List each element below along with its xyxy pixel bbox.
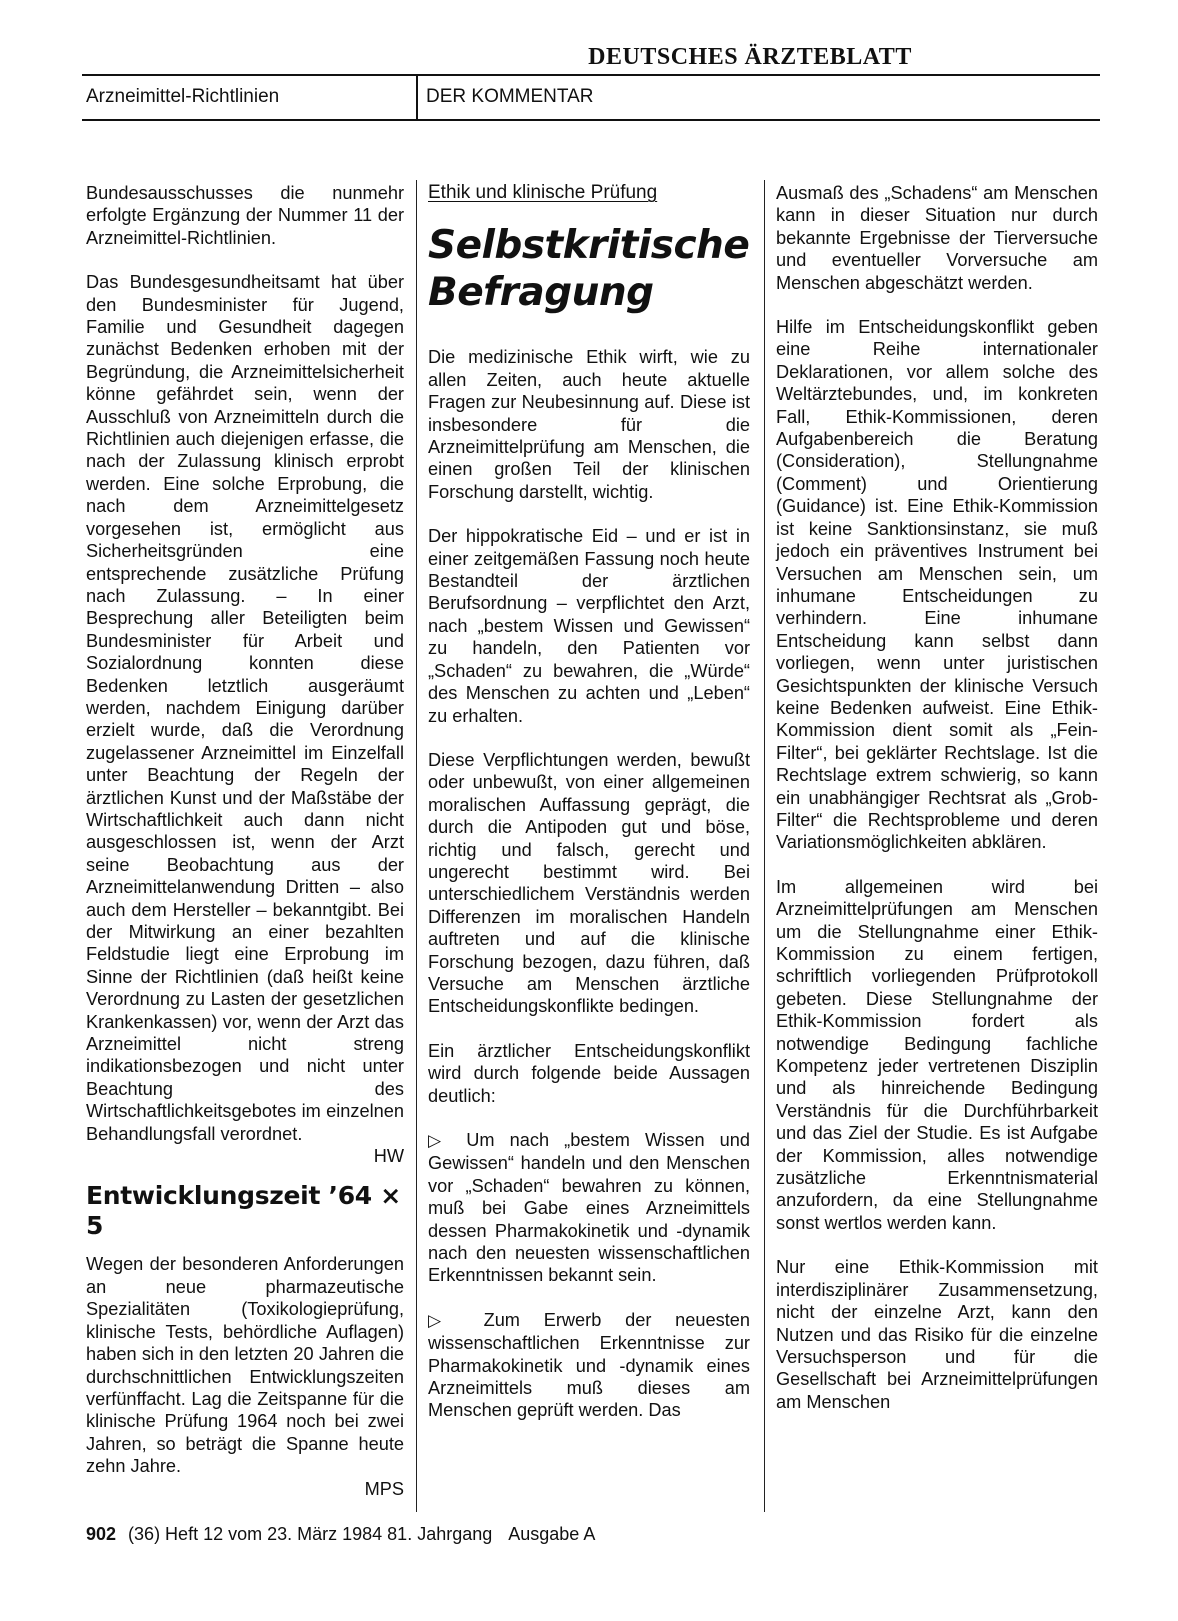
column-2 [428,182,750,1444]
header-divider [416,76,418,120]
masthead: DEUTSCHES ÄRZTEBLATT [588,44,912,70]
column-3 [776,182,1098,1435]
page-number: 902 [86,1524,117,1544]
bullet-paragraph: ▷ Um nach „bestem Wissen und Gewissen“ handeln und den Menschen vor „Schaden“ bewahren zu können, muß bei Gabe eines Arzneimittels dessen Pharmakokinetik und -dynamik nach den neuesten wissenschaftlichen Erkenntnissen bekannt sein. [428,1130,751,1286]
paragraph: Im allgemeinen wird bei Arzneimittelprüfungen am Menschen um die Stellungnahme einer Ethik-Kommission zu einem fertigen, schriftlich vorliegenden Prüfprotokoll gebeten. Diese Stellungnahme der Ethik-Kommission fordert als notwendige Bedingung fachliche Kompetenz jeder vertretenen Disziplin und als hinreichende Bedingung Verständnis für die Durchführbarkeit und das Ziel der Studie. Es ist Aufgabe der Kommission, alles notwendige zusätzliche Erkenntnismaterial anzufordern, da eine Stellungnahme sonst wertlos werden kann. [776,876,1098,1233]
triangle-bullet-icon: ▷ [428,1310,460,1330]
paragraph: Diese Verpflichtungen werden, bewußt oder unbewußt, von einer allgemeinen moralischen Auffassung geprägt, die durch die Antipoden gut und böse, richtig und falsch, gerecht und ungerecht bestimmt wird. Bei unterschiedlichem Verständnis werden Differenzen im moralischen Handeln auftreten und auf die klinische Forschung bezogen, dazu führen, daß Versuche am Menschen ärztliche Entscheidungskonflikte bedingen. [428,749,750,1017]
article-headline: Selbstkritische Befragung [428,223,750,316]
paragraph: Ein ärztlicher Entscheidungskonflikt wird durch folgende beide Aussagen deutlich: [428,1040,750,1106]
header-rule-top [82,74,1100,76]
author-initials: HW [373,1146,404,1167]
page-footer [86,1524,595,1545]
section-label-left: Arzneimittel-Richtlinien [86,86,280,107]
paragraph [86,1253,404,1499]
paragraph: Bundesausschusses die nunmehr erfolgte Ergänzung der Nummer 11 der Arzneimittel-Richtlinien. [86,183,404,248]
column-divider-2 [764,180,765,1512]
paragraph: Der hippokratische Eid – und er ist in einer zeitgemäßen Fassung noch heute Bestandteil der ärztlichen Berufsordnung – verpflichtet den Arzt, nach „bestem Wissen und Gewissen“ zu handeln, den Patienten vor „Schaden“ zu bewahren, die „Würde“ des Menschen zu achten und „Leben“ zu erhalten. [428,526,750,726]
paragraph: Ausmaß des „Schadens“ am Menschen kann in dieser Situation nur durch bekannte Ergebnisse der Tierversuche und eventueller Vorversuche am Menschen abgeschätzt werden. [776,183,1098,293]
bullet-paragraph: ▷ Zum Erwerb der neuesten wissenschaftlichen Erkenntnisse zur Pharmakokinetik und -dynamik eines Arzneimittels muß dieses am Menschen geprüft werden. Das [428,1309,750,1421]
author-initials: MPS [364,1478,404,1499]
paragraph: Nur eine Ethik-Kommission mit interdisziplinärer Zusammensetzung, nicht der einzelne Arzt, kann den Nutzen und das Risiko für die einzelne Versuchsperson und für die Gesellschaft bei Arzneimittelprüfungen am Menschen [776,1257,1098,1412]
paragraph [86,271,404,1167]
paragraph: Hilfe im Entscheidungskonflikt geben eine Reihe internationaler Deklarationen, vor allem solche des Weltärztebundes, und, im konkreten Fall, Ethik-Kommissionen, deren Aufgabenbereich die Beratung (Consideration), Stellungnahme (Comment) und Orientierung (Guidance) ist. Eine Ethik-Kommission ist keine Sanktionsinstanz, sie muß jedoch ein präventives Instrument bei Versuchen am Menschen sein, um inhumane Entscheidungen zu verhindern. Eine inhumane Entscheidung kann selbst dann vorliegen, wenn unter juristischen Gesichtspunkten der klinische Versuch keine Bedenken aufweist. Eine Ethik-Kommission dient somit als „Fein-Filter“, bei geklärter Rechtslage. Ist die Rechtslage extrem schwierig, so kann ein unabhängiger Rechtsrat als „Grob-Filter“ die Rechtsprobleme und deren Variationsmöglichkeiten abklären. [776,317,1098,853]
column-1 [86,182,404,1522]
edition-label: Ausgabe A [508,1524,596,1544]
article-kicker: Ethik und klinische Prüfung [428,182,658,203]
paragraph: Die medizinische Ethik wirft, wie zu allen Zeiten, auch heute aktuelle Fragen zur Neubesinnung auf. Diese ist insbesondere für die Arzneimittelprüfung am Menschen, die einen großen Teil der klinischen Forschung darstellt, wichtig. [428,347,750,502]
header-rule-bottom [82,119,1100,121]
issue-info: (36) Heft 12 vom 23. März 1984 81. Jahrgang [128,1524,493,1544]
paragraph-text: Das Bundesgesundheitsamt hat über den Bundesminister für Jugend, Familie und Gesundheit dagegen zunächst Bedenken erhoben mit der Begründung, die Arzneimittelsicherheit könne gefährdet sein, wenn der Ausschluß von Arzneimitteln durch die Richtlinien auch diejenigen erfasse, die nach der Zulassung klinisch erprobt werden. Eine solche Erprobung, die nach dem Arzneimittelgesetz vorgesehen ist, ermöglicht aus Sicherheitsgründen eine entsprechende zusätzliche Prüfung nach Zulassung. – In einer Besprechung aller Beteiligten beim Bundesminister für Arbeit und Sozialordnung konnten diese Bedenken letztlich ausgeräumt werden, nachdem Einigung darüber erzielt wurde, daß die Verordnung zugelassener Arzneimittel im Einzelfall unter Beachtung der Regeln der ärztlichen Kunst und der Maßstäbe der Wirtschaftlichkeit auch dann nicht ausgeschlossen ist, wenn der Arzt seine Beobachtung aus der Arzneimittelanwendung Dritten – also auch dem Hersteller – bekanntgibt. Bei der Mitwirkung an einer bezahlten Feldstudie liegt eine Erprobung im Sinne der Richtlinien (daß heißt keine Verordnung zu Lasten der gesetzlichen Krankenkassen) vor, wenn der Arzt das Arzneimittel nicht streng indikationsbezogen und nicht unter Beachtung des Wirtschaftlichkeitsgebotes im einzelnen Behandlungsfall verordnet. [86,272,404,1144]
section-label-right: DER KOMMENTAR [426,86,594,107]
column-divider-1 [416,180,417,1512]
paragraph-text: Wegen der besonderen Anforderungen an neue pharmazeutische Spezialitäten (Toxikologieprüfung, klinische Tests, behördliche Auflagen) haben sich in den letzten 20 Jahren die durchschnittlichen Entwicklungszeiten verfünffacht. Lag die Zeitspanne für die klinische Prüfung 1964 noch bei zwei Jahren, so beträgt die Spanne heute zehn Jahre. [86,1254,404,1477]
triangle-bullet-icon: ▷ [428,1131,452,1150]
subheading: Entwicklungszeit ’64 × 5 [86,1181,401,1241]
